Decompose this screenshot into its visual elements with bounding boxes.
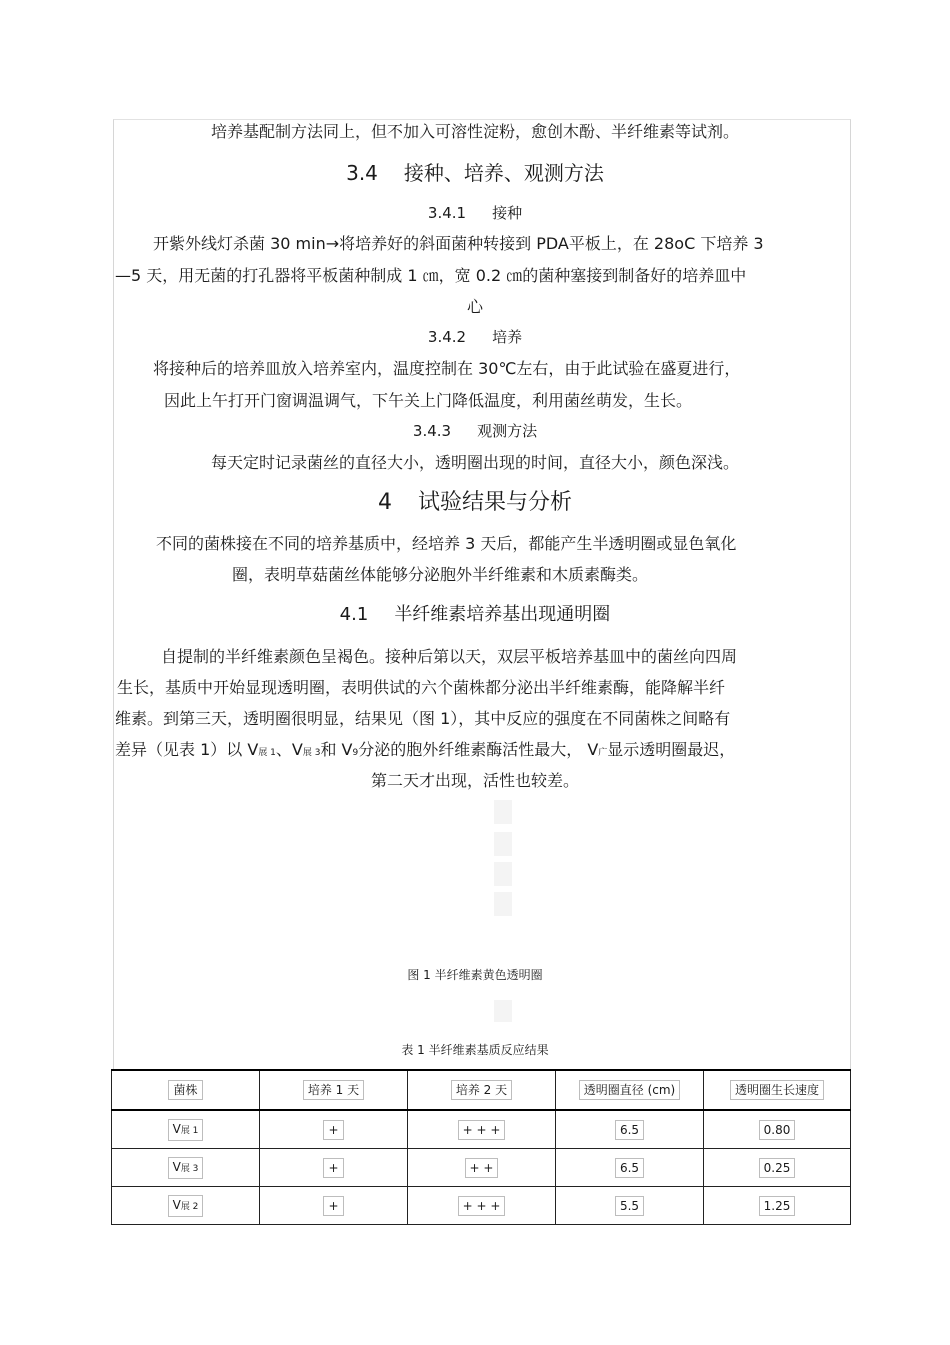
paragraph-line: 圈，表明草菇菌丝体能够分泌胞外半纤维素和木质素酶类。 xyxy=(232,565,649,584)
paragraph-line: 自提制的半纤维素颜色呈褐色。接种后第以天，双层平板培养基皿中的菌丝向四周 xyxy=(161,647,738,666)
day2-cell: + + xyxy=(408,1149,556,1187)
section-heading-4-1: 4.1 半纤维素培养基出现通明圈 xyxy=(339,604,611,625)
table-caption: 表 1 半纤维素基质反应结果 xyxy=(401,1043,549,1057)
strain-cell: V展 2 xyxy=(112,1187,260,1225)
figure-caption: 图 1 半纤维素黄色透明圈 xyxy=(407,968,543,982)
figure-1-image-fragment xyxy=(494,832,512,856)
section-heading-4: 4 试验结果与分析 xyxy=(377,490,572,515)
table-row xyxy=(112,1110,851,1149)
paragraph-line: 开紫外线灯杀菌 30 min→将培养好的斜面菌种转接到 PDA平板上，在 28oC 下培养 3 xyxy=(153,234,764,253)
speed-cell: 0.80 xyxy=(704,1110,851,1149)
paragraph-line: 培养基配制方法同上，但不加入可溶性淀粉，愈创木酚、半纤维素等试剂。 xyxy=(210,122,739,141)
speed-cell: 1.25 xyxy=(704,1187,851,1225)
strain-cell: V展 3 xyxy=(112,1149,260,1187)
speed-cell: 0.25 xyxy=(704,1149,851,1187)
subsection-heading-3-4-1: 3.4.1 接种 xyxy=(427,204,523,222)
paragraph-line: 差异（见表 1）以 V展 1、V展 3和 V9分泌的胞外纤维素酶活性最大， V广显示透明圈最迟， xyxy=(115,740,736,759)
results-table xyxy=(111,1069,851,1225)
diameter-cell: 6.5 xyxy=(556,1149,704,1187)
strain-cell: V展 1 xyxy=(112,1110,260,1149)
paragraph-line: 维素。到第三天，透明圈很明显，结果见（图 1），其中反应的强度在不同菌株之间略有 xyxy=(115,709,731,728)
paragraph-line: —5 天，用无菌的打孔器将平板菌种制成 1 ㎝，宽 0.2 ㎝的菌种塞接到制备好的培养皿中 xyxy=(115,266,747,285)
figure-1-image xyxy=(116,790,848,920)
section-heading-3-4: 3.4 接种、培养、观测方法 xyxy=(346,161,604,185)
day1-cell: + xyxy=(260,1110,408,1149)
table-header-cell: 透明圈直径 (cm) xyxy=(556,1070,704,1110)
table-header-cell: 培养 2 天 xyxy=(408,1070,556,1110)
table-header-row xyxy=(112,1070,851,1110)
figure-1-image-fragment xyxy=(494,800,512,824)
paragraph-line: 第二天才出现，活性也较差。 xyxy=(370,771,579,790)
paragraph-line: 每天定时记录菌丝的直径大小，透明圈出现的时间，直径大小，颜色深浅。 xyxy=(210,453,739,472)
day1-cell: + xyxy=(260,1149,408,1187)
day2-cell: + + + xyxy=(408,1187,556,1225)
diameter-cell: 6.5 xyxy=(556,1110,704,1149)
table-row xyxy=(112,1149,851,1187)
table-header-cell: 透明圈生长速度 xyxy=(704,1070,851,1110)
table-header-cell: 培养 1 天 xyxy=(260,1070,408,1110)
day2-cell: + + + xyxy=(408,1110,556,1149)
figure-1-image-fragment xyxy=(494,1000,512,1022)
subsection-heading-3-4-2: 3.4.2 培养 xyxy=(427,328,523,346)
paragraph-line: 不同的菌株接在不同的培养基质中，经培养 3 天后，都能产生半透明圈或显色氧化 xyxy=(156,534,737,553)
diameter-cell: 5.5 xyxy=(556,1187,704,1225)
figure-1-image-fragment xyxy=(494,862,512,886)
subsection-heading-3-4-3: 3.4.3 观测方法 xyxy=(412,422,538,440)
paragraph-line: 心 xyxy=(466,297,483,316)
page-frame xyxy=(113,119,851,1070)
paragraph-line: 将接种后的培养皿放入培养室内，温度控制在 30℃左右，由于此试验在盛夏进行， xyxy=(153,359,741,378)
paragraph-line: 因此上午打开门窗调温调气，下午关上门降低温度，利用菌丝萌发，生长。 xyxy=(164,391,693,410)
day1-cell: + xyxy=(260,1187,408,1225)
table-row xyxy=(112,1187,851,1225)
table-header-cell: 菌株 xyxy=(112,1070,260,1110)
paragraph-line: 生长，基质中开始显现透明圈，表明供试的六个菌株都分泌出半纤维素酶，能降解半纤 xyxy=(117,678,726,697)
figure-1-image-fragment xyxy=(494,892,512,916)
